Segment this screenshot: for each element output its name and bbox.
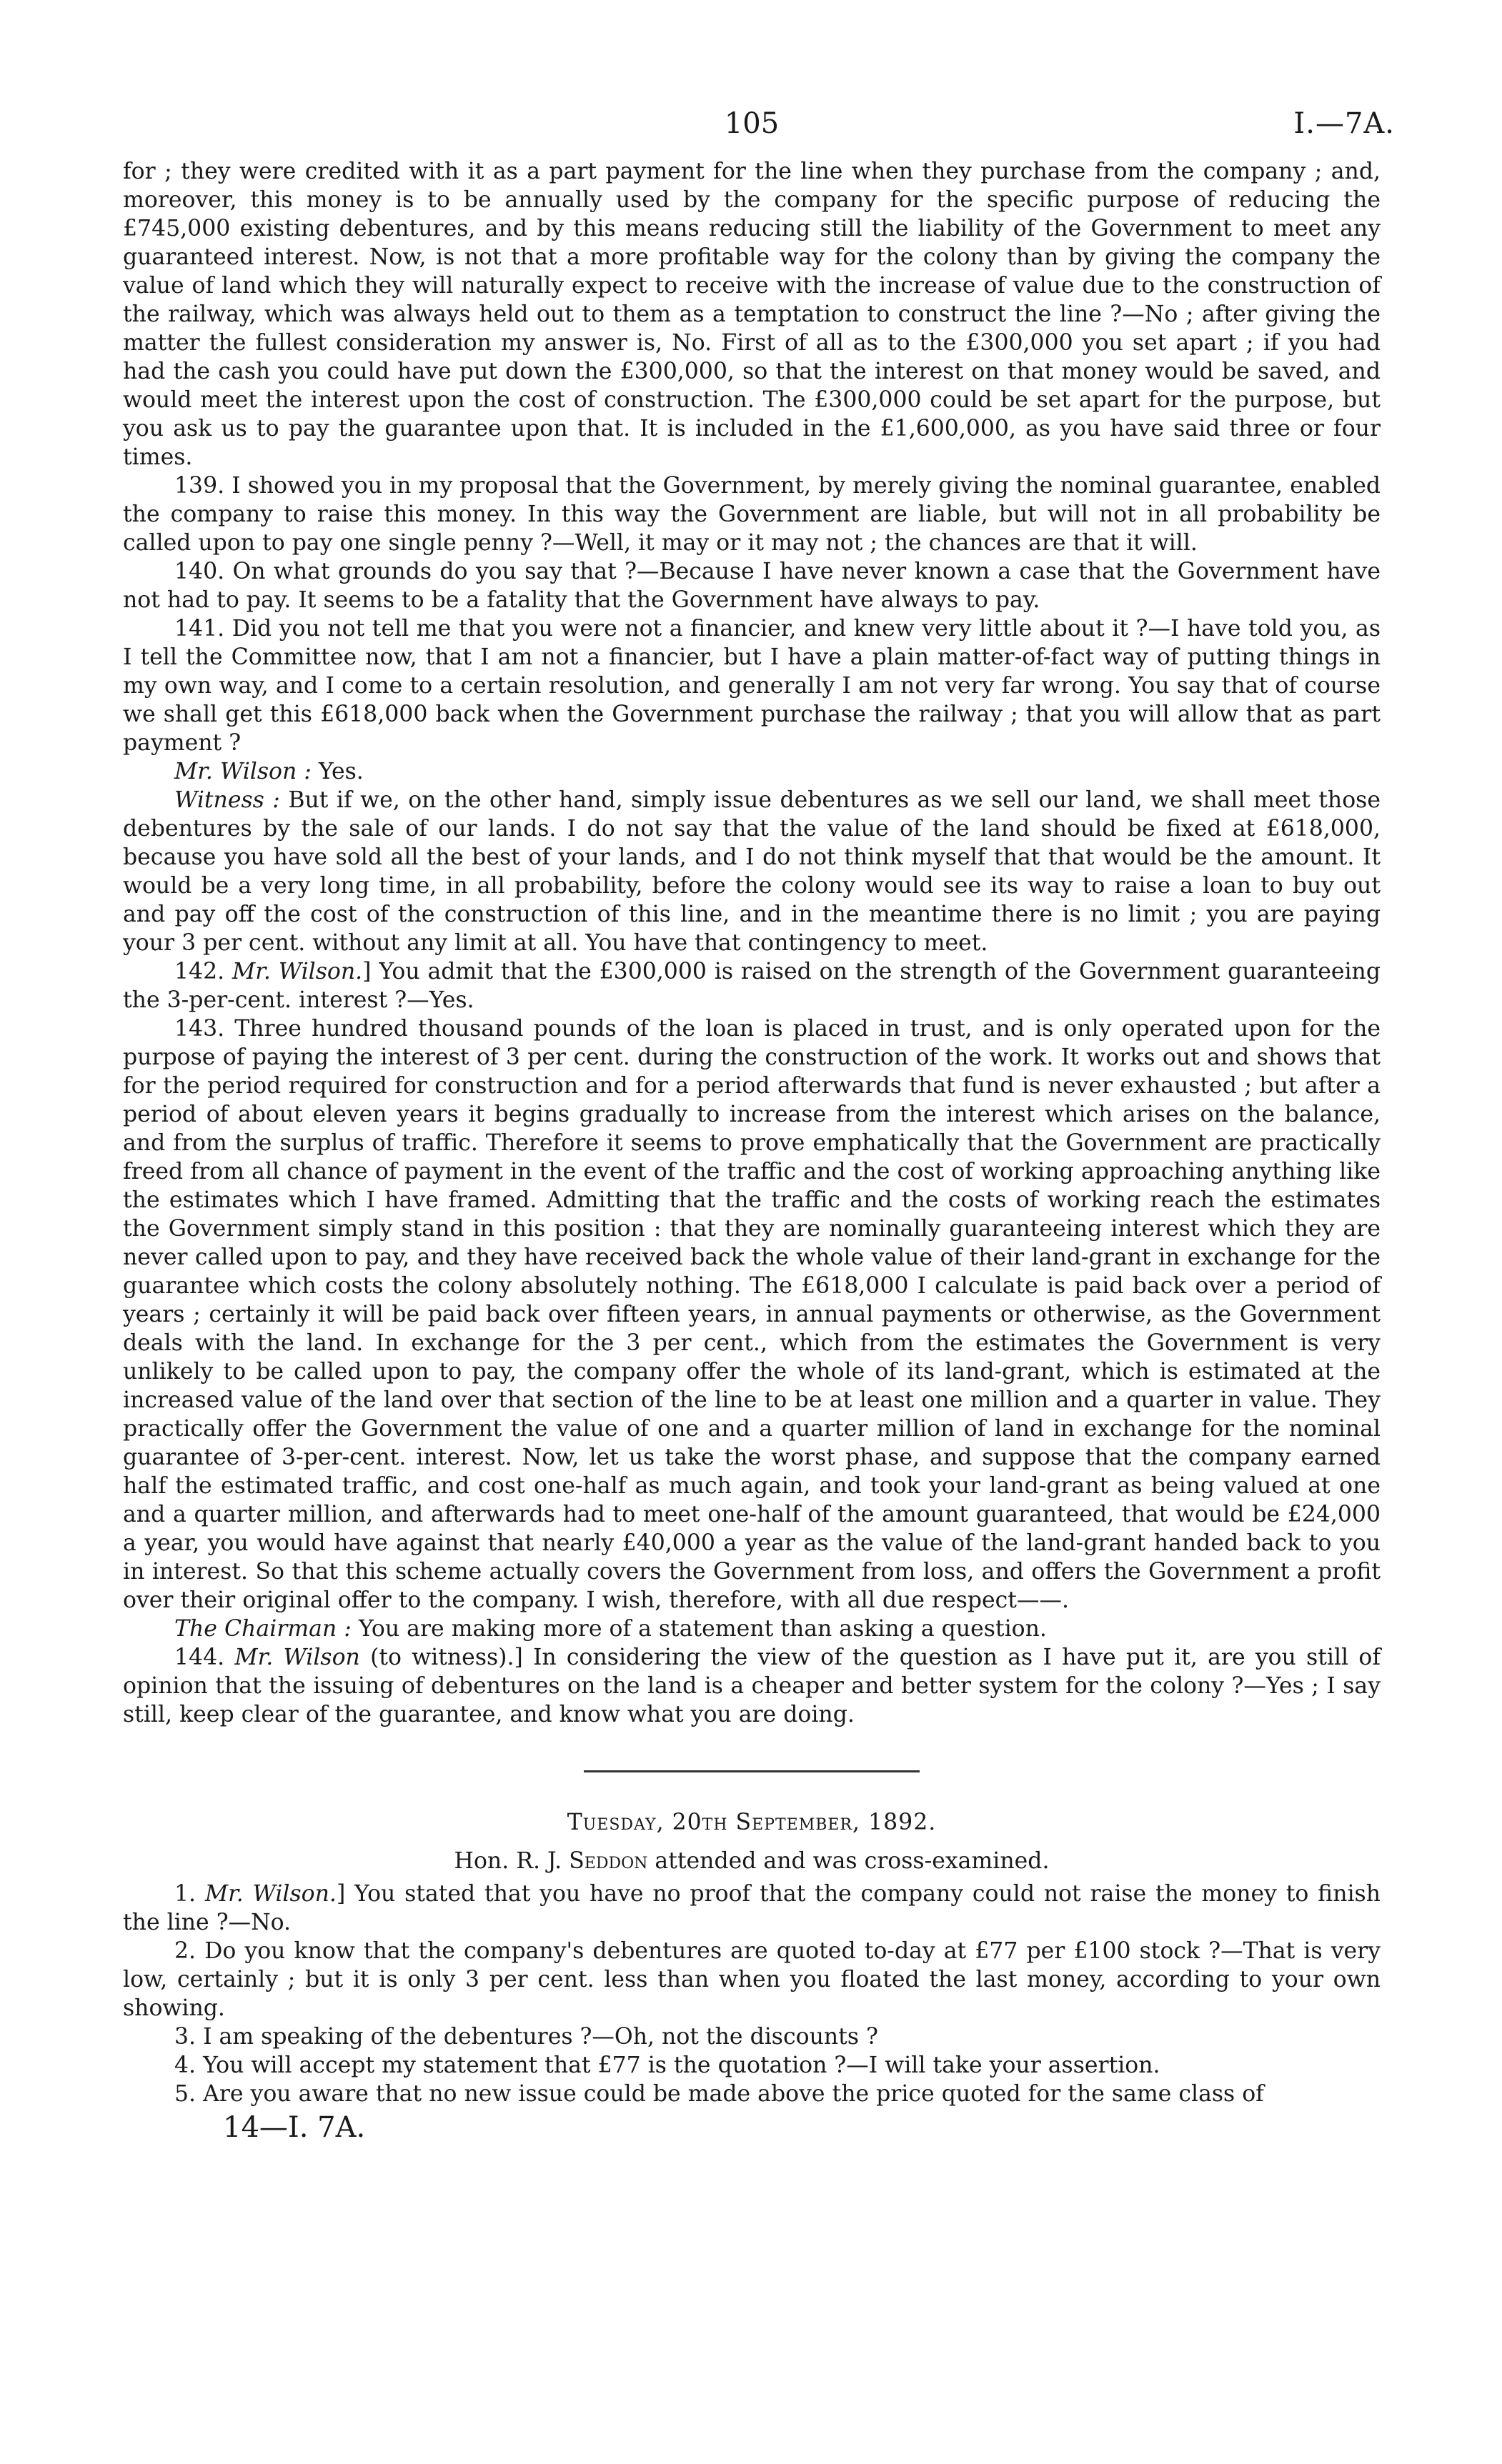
- speaker-witness: Witness :: [174, 787, 280, 813]
- paragraph-144: [123, 1643, 1381, 1729]
- page-header: [123, 107, 1395, 157]
- paragraph-140: 140. On what grounds do you say that ?—Because I have never known a case that the Government have not had to pay. It seems to be a fatality that the Government have always to pay.: [123, 559, 1381, 613]
- question-2: 2. Do you know that the company's debentures are quoted to-day at £77 per £100 stock ?—That is very low, certainly ; but it is only 3 per cent. less than when you floated the last money, according to your own showing.: [123, 1938, 1381, 2021]
- question-4: 4. You will accept my statement that £77 is the quotation ?—I will take your assertion.: [174, 2052, 1160, 2078]
- document-reference: I.—7A.: [1293, 107, 1395, 140]
- paragraph-continued: for ; they were credited with it as a part payment for the line when they purchase from the company ; and, moreover, this money is to be annually used by the company for the specific purpose of reducing the £745,000 existing debentures, and by this means reducing still the liability of the Government to meet any guaranteed interest. Now, is not that a more profitable way for the colony than by giving the company the value of land which they will naturally expect to receive with the increase of value due to the construction of the railway, which was always held out to them as a temptation to construct the line ?—No ; after giving the matter the fullest consideration my answer is, No. First of all as to the £300,000 you set apart ; if you had had the cash you could have put down the £300,000, so that the interest on that money would be saved, and would meet the interest upon the cost of construction. The £300,000 could be set apart for the purpose, but you ask us to pay the guarantee upon that. It is included in the £1,600,000, as you have said three or four times.: [123, 159, 1381, 470]
- chairman-text: You are making more of a statement than asking a question.: [351, 1616, 1047, 1642]
- paragraph-142-speaker: Mr. Wilson.: [232, 959, 363, 984]
- paragraph-144-number: 144.: [174, 1645, 235, 1670]
- session-date: Tuesday, 20th September, 1892.: [567, 1810, 937, 1835]
- question-5: 5. Are you aware that no new issue could be made above the price quoted for the same class of: [174, 2081, 1264, 2107]
- attendance-line: [123, 1847, 1381, 1875]
- question-3: 3. I am speaking of the debentures ?—Oh, not the discounts ?: [174, 2024, 878, 2050]
- section-divider: [584, 1770, 920, 1772]
- attendance-suffix: attended and was cross-examined.: [647, 1848, 1050, 1874]
- speaker-chairman: The Chairman :: [174, 1616, 352, 1642]
- question-1-text: ] You stated that you have no proof that the company could not raise the money to finish the line ?—No.: [123, 1881, 1381, 1935]
- witness-text: But if we, on the other hand, simply issue debentures as we sell our land, we shall meet those debentures by the sale of our lands. I do not say that the value of the land should be fixed at £618,000, because you have sold all the best of your lands, and I do not think myself that that would be the amount. It would be a very long time, in all probability, before the colony would see its way to raise a loan to buy out and pay off the cost of the construction of this line, and in the meantime there is no limit ; you are paying your 3 per cent. without any limit at all. You have that contingency to meet.: [123, 787, 1381, 956]
- paragraph-144-speaker: Mr. Wilson: [234, 1645, 360, 1670]
- paragraph-wilson-reply: [123, 757, 1381, 786]
- signature-mark: 14—I. 7A.: [223, 2111, 366, 2144]
- question-1-speaker: Mr. Wilson.: [204, 1881, 337, 1907]
- paragraph-139: 139. I showed you in my proposal that the Government, by merely giving the nominal guarantee, enabled the company to raise this money. In this way the Government are liable, but will not in all probability be called upon to pay one single penny ?—Well, it may or it may not ; the chances are that it will.: [123, 473, 1381, 556]
- attendee-name: Seddon: [569, 1848, 648, 1874]
- document-page: [123, 107, 1395, 2144]
- paragraph-142: [123, 957, 1381, 1014]
- wilson-reply-text: Yes.: [311, 759, 364, 784]
- paragraph-142-text: ] You admit that the £300,000 is raised on the strength of the Government guaranteeing the 3-per-cent. interest ?—Yes.: [123, 959, 1381, 1013]
- paragraph-142-number: 142.: [174, 959, 233, 984]
- question-1-number: 1.: [174, 1881, 205, 1907]
- paragraph-141: 141. Did you not tell me that you were not a financier, and knew very little about it ?—I have told you, as I tell the Committee now, that I am not a financier, but I have a plain matter-of-fact way of putting things in my own way, and I come to a certain resolution, and generally I am not very far wrong. You say that of course we shall get this £618,000 back when the Government purchase the railway ; that you will allow that as part payment ?: [123, 616, 1381, 756]
- question-1: [123, 1880, 1381, 1937]
- speaker-wilson: Mr. Wilson :: [174, 759, 312, 784]
- paragraph-144-text: (to witness).] In considering the view of the question as I have put it, are you still of opinion that the issuing of debentures on the land is a cheaper and better system for the colony ?—Yes ; I say still, keep clear of the guarantee, and know what you are doing.: [123, 1645, 1381, 1727]
- attendance-prefix: Hon. R. J.: [454, 1848, 570, 1874]
- page-number: 105: [724, 107, 780, 140]
- paragraph-chairman: [123, 1615, 1381, 1643]
- paragraph-witness: [123, 786, 1381, 957]
- paragraph-143: 143. Three hundred thousand pounds of the loan is placed in trust, and is only operated upon for the purpose of paying the interest of 3 per cent. during the construction of the work. It works out and shows that for the period required for construction and for a period afterwards that fund is never exhausted ; but after a period of about eleven years it begins gradually to increase from the interest which arises on the balance, and from the surplus of traffic. Therefore it seems to prove emphatically that the Government are practically freed from all chance of payment in the event of the traffic and the cost of working approaching anything like the estimates which I have framed. Admitting that the traffic and the costs of working reach the estimates the Government simply stand in this position : that they are nominally guaranteeing interest which they are never called upon to pay, and they have received back the whole value of their land-grant in exchange for the guarantee which costs the colony absolutely nothing. The £618,000 I calculate is paid back over a period of years ; certainly it will be paid back over fifteen years, in annual payments or otherwise, as the Government deals with the land. In exchange for the 3 per cent., which from the estimates the Government is very unlikely to be called upon to pay, the company offer the whole of its land-grant, which is estimated at the increased value of the land over that section of the line to be at least one million and a quarter in value. They practically offer the Government the value of one and a quarter million of land in exchange for the nominal guarantee of 3-per-cent. interest. Now, let us take the worst phase, and suppose that the company earned half the estimated traffic, and cost one-half as much again, and took your land-grant as being valued at one and a quarter million, and afterwards had to meet one-half of the amount guaranteed, that would be £24,000 a year, you would have against that nearly £40,000 a year as the value of the land-grant handed back to you in interest. So that this scheme actually covers the Government from loss, and offers the Government a profit over their original offer to the company. I wish, therefore, with all due respect——.: [123, 1016, 1381, 1613]
